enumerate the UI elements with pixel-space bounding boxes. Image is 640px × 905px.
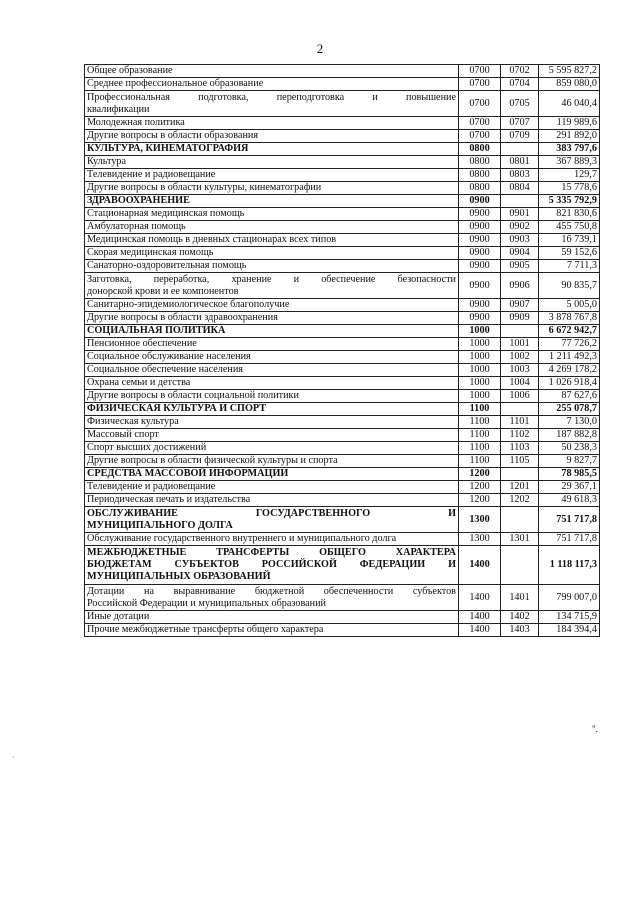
table-row — [85, 546, 600, 585]
row-name-cell — [85, 481, 459, 494]
budget-table — [84, 64, 600, 637]
row-amount: 291 892,0 — [539, 130, 600, 143]
row-section-code: 0800 — [459, 182, 501, 195]
row-amount: 5 005,0 — [539, 299, 600, 312]
table-row — [85, 247, 600, 260]
table-row — [85, 78, 600, 91]
row-section-code: 1000 — [459, 351, 501, 364]
table-row — [85, 390, 600, 403]
row-name-cell — [85, 338, 459, 351]
row-amount: 7 130,0 — [539, 416, 600, 429]
row-subsection-code: 0902 — [501, 221, 539, 234]
row-name-line: Периодическая печать и издательства — [87, 494, 251, 505]
row-name-cell — [85, 143, 459, 156]
row-name-cell — [85, 455, 459, 468]
row-name-cell — [85, 208, 459, 221]
table-row — [85, 429, 600, 442]
row-section-code: 1200 — [459, 468, 501, 481]
row-name-cell — [85, 91, 459, 117]
table-row — [85, 195, 600, 208]
row-section-code: 1000 — [459, 364, 501, 377]
table-row — [85, 143, 600, 156]
row-subsection-code: 1003 — [501, 364, 539, 377]
table-row — [85, 611, 600, 624]
row-subsection-code: 0909 — [501, 312, 539, 325]
row-name-cell — [85, 624, 459, 637]
row-name-cell — [85, 195, 459, 208]
row-name-line: МЕЖБЮДЖЕТНЫЕ ТРАНСФЕРТЫ ОБЩЕГО ХАРАКТЕРА — [87, 547, 456, 558]
row-section-code: 0900 — [459, 195, 501, 208]
row-amount: 751 717,8 — [539, 507, 600, 533]
row-name-line: Другие вопросы в области здравоохранения — [87, 312, 278, 323]
row-amount: 367 889,3 — [539, 156, 600, 169]
row-section-code: 1000 — [459, 325, 501, 338]
row-subsection-code — [501, 468, 539, 481]
row-name-line: МУНИЦИПАЛЬНЫХ ОБРАЗОВАНИЙ — [87, 571, 271, 582]
row-section-code: 1300 — [459, 507, 501, 533]
row-name-cell — [85, 403, 459, 416]
row-section-code: 0900 — [459, 312, 501, 325]
row-name-cell — [85, 273, 459, 299]
table-row — [85, 624, 600, 637]
table-row — [85, 364, 600, 377]
table-row — [85, 221, 600, 234]
row-name-cell — [85, 533, 459, 546]
row-name-line: Российской Федерации и муниципальных образований — [87, 597, 326, 609]
row-name-cell — [85, 312, 459, 325]
row-name-line: Физическая культура — [87, 416, 179, 427]
table-row — [85, 442, 600, 455]
row-name-line: Обслуживание государственного внутреннего и муниципального долга — [87, 533, 397, 544]
row-name-cell — [85, 442, 459, 455]
row-subsection-code — [501, 195, 539, 208]
table-row — [85, 130, 600, 143]
row-amount: 383 797,6 — [539, 143, 600, 156]
row-name-line: Культура — [87, 156, 127, 167]
table-row — [85, 377, 600, 390]
row-name-line: Дотации на выравнивание бюджетной обеспеченности субъектов — [87, 585, 456, 597]
row-subsection-code: 1001 — [501, 338, 539, 351]
row-section-code: 1400 — [459, 611, 501, 624]
row-amount: 29 367,1 — [539, 481, 600, 494]
row-name-line: Социальное обслуживание населения — [87, 351, 251, 362]
row-amount: 78 985,5 — [539, 468, 600, 481]
row-name-line: Санаторно-оздоровительная помощь — [87, 260, 247, 271]
row-subsection-code: 1102 — [501, 429, 539, 442]
row-name-line: квалификации — [87, 103, 150, 115]
row-name-cell — [85, 507, 459, 533]
row-name-line: Молодежная политика — [87, 117, 185, 128]
row-section-code: 0700 — [459, 130, 501, 143]
row-subsection-code: 0906 — [501, 273, 539, 299]
table-row — [85, 117, 600, 130]
row-subsection-code: 1402 — [501, 611, 539, 624]
row-name-cell — [85, 247, 459, 260]
table-row — [85, 585, 600, 611]
row-amount: 46 040,4 — [539, 91, 600, 117]
row-name-cell — [85, 429, 459, 442]
row-amount: 77 726,2 — [539, 338, 600, 351]
row-subsection-code: 1403 — [501, 624, 539, 637]
row-amount: 1 211 492,3 — [539, 351, 600, 364]
row-name-cell — [85, 234, 459, 247]
row-name-cell — [85, 169, 459, 182]
row-subsection-code: 1401 — [501, 585, 539, 611]
row-name-cell — [85, 65, 459, 78]
row-name-line: Телевидение и радиовещание — [87, 169, 216, 180]
table-row — [85, 468, 600, 481]
row-section-code: 0900 — [459, 234, 501, 247]
row-amount: 49 618,3 — [539, 494, 600, 507]
row-amount: 455 750,8 — [539, 221, 600, 234]
row-subsection-code: 1103 — [501, 442, 539, 455]
row-subsection-code — [501, 507, 539, 533]
row-name-line: Пенсионное обеспечение — [87, 338, 197, 349]
row-section-code: 1100 — [459, 442, 501, 455]
row-name-line: Другие вопросы в области физической культуры и спорта — [87, 455, 338, 466]
row-subsection-code: 1202 — [501, 494, 539, 507]
row-name-line: Амбулаторная помощь — [87, 221, 186, 232]
row-section-code: 1100 — [459, 455, 501, 468]
row-amount: 16 739,1 — [539, 234, 600, 247]
table-row — [85, 416, 600, 429]
row-subsection-code: 0702 — [501, 65, 539, 78]
row-name-cell — [85, 546, 459, 585]
row-name-line: Охрана семьи и детства — [87, 377, 191, 388]
row-name-cell — [85, 377, 459, 390]
row-name-line: Медицинская помощь в дневных стационарах всех типов — [87, 234, 337, 245]
row-name-line: Санитарно-эпидемиологическое благополучие — [87, 299, 290, 310]
row-subsection-code — [501, 143, 539, 156]
row-name-cell — [85, 364, 459, 377]
row-amount: 1 026 918,4 — [539, 377, 600, 390]
row-section-code: 1000 — [459, 338, 501, 351]
row-subsection-code: 0901 — [501, 208, 539, 221]
table-row — [85, 325, 600, 338]
row-section-code: 0900 — [459, 208, 501, 221]
table-row — [85, 169, 600, 182]
table-row — [85, 156, 600, 169]
row-section-code: 1300 — [459, 533, 501, 546]
row-amount: 255 078,7 — [539, 403, 600, 416]
row-section-code: 0800 — [459, 169, 501, 182]
row-name-line: ФИЗИЧЕСКАЯ КУЛЬТУРА И СПОРТ — [87, 403, 267, 414]
row-subsection-code: 0704 — [501, 78, 539, 91]
row-amount: 59 152,6 — [539, 247, 600, 260]
row-name-cell — [85, 78, 459, 91]
row-subsection-code: 1101 — [501, 416, 539, 429]
budget-table-body — [85, 65, 600, 637]
row-amount: 119 989,6 — [539, 117, 600, 130]
row-section-code: 0700 — [459, 117, 501, 130]
row-subsection-code — [501, 325, 539, 338]
row-name-cell — [85, 325, 459, 338]
row-section-code: 0700 — [459, 78, 501, 91]
row-subsection-code: 1006 — [501, 390, 539, 403]
row-amount: 187 882,8 — [539, 429, 600, 442]
row-name-line: Социальное обеспечение населения — [87, 364, 243, 375]
table-row — [85, 403, 600, 416]
table-row — [85, 208, 600, 221]
table-row — [85, 273, 600, 299]
row-section-code: 0700 — [459, 65, 501, 78]
closing-quote-mark: ". — [592, 724, 598, 734]
row-amount: 4 269 178,2 — [539, 364, 600, 377]
table-row — [85, 455, 600, 468]
row-subsection-code: 1105 — [501, 455, 539, 468]
row-section-code: 0800 — [459, 143, 501, 156]
row-section-code: 1100 — [459, 403, 501, 416]
row-name-line: ЗДРАВООХРАНЕНИЕ — [87, 195, 190, 206]
row-name-line: Среднее профессиональное образование — [87, 78, 264, 89]
row-section-code: 1400 — [459, 585, 501, 611]
row-name-line: МУНИЦИПАЛЬНОГО ДОЛГА — [87, 519, 233, 531]
row-subsection-code: 0803 — [501, 169, 539, 182]
row-name-line: Общее образование — [87, 65, 173, 76]
table-row — [85, 312, 600, 325]
row-name-cell — [85, 117, 459, 130]
table-row — [85, 299, 600, 312]
row-name-cell — [85, 585, 459, 611]
row-name-cell — [85, 611, 459, 624]
row-section-code: 1400 — [459, 546, 501, 585]
row-section-code: 1000 — [459, 377, 501, 390]
row-subsection-code: 1004 — [501, 377, 539, 390]
row-amount: 15 778,6 — [539, 182, 600, 195]
table-row — [85, 65, 600, 78]
row-subsection-code: 0804 — [501, 182, 539, 195]
row-name-cell — [85, 416, 459, 429]
row-name-line: СРЕДСТВА МАССОВОЙ ИНФОРМАЦИИ — [87, 468, 289, 479]
row-section-code: 0900 — [459, 221, 501, 234]
row-amount: 5 595 827,2 — [539, 65, 600, 78]
table-row — [85, 182, 600, 195]
row-section-code: 0900 — [459, 299, 501, 312]
row-amount: 184 394,4 — [539, 624, 600, 637]
row-subsection-code: 0709 — [501, 130, 539, 143]
page-number: 2 — [316, 41, 324, 56]
row-amount: 821 830,6 — [539, 208, 600, 221]
row-name-cell — [85, 156, 459, 169]
row-name-line: Заготовка, переработка, хранение и обеспечение безопасности — [87, 273, 456, 285]
row-name-cell — [85, 494, 459, 507]
row-amount: 50 238,3 — [539, 442, 600, 455]
row-name-line: СОЦИАЛЬНАЯ ПОЛИТИКА — [87, 325, 226, 336]
row-name-line: Другие вопросы в области образования — [87, 130, 259, 141]
row-name-cell — [85, 260, 459, 273]
margin-mark: · — [12, 753, 15, 762]
row-name-cell — [85, 221, 459, 234]
row-name-line: Профессиональная подготовка, переподготовка и повышение — [87, 91, 456, 103]
row-subsection-code: 1002 — [501, 351, 539, 364]
row-name-line: Другие вопросы в области культуры, кинематографии — [87, 182, 322, 193]
row-section-code: 1000 — [459, 390, 501, 403]
row-name-line: Стационарная медицинская помощь — [87, 208, 245, 219]
row-subsection-code: 1301 — [501, 533, 539, 546]
row-amount: 129,7 — [539, 169, 600, 182]
row-subsection-code — [501, 546, 539, 585]
table-row — [85, 338, 600, 351]
row-name-cell — [85, 130, 459, 143]
row-name-line: Иные дотации — [87, 611, 150, 622]
row-subsection-code — [501, 403, 539, 416]
row-amount: 799 007,0 — [539, 585, 600, 611]
row-name-line: Другие вопросы в области социальной политики — [87, 390, 299, 401]
row-subsection-code: 0907 — [501, 299, 539, 312]
row-amount: 9 827,7 — [539, 455, 600, 468]
row-subsection-code: 1201 — [501, 481, 539, 494]
table-row — [85, 260, 600, 273]
table-row — [85, 351, 600, 364]
row-section-code: 0900 — [459, 260, 501, 273]
row-amount: 751 717,8 — [539, 533, 600, 546]
row-name-line: донорской крови и ее компонентов — [87, 285, 239, 297]
row-name-line: Телевидение и радиовещание — [87, 481, 216, 492]
row-amount: 859 080,0 — [539, 78, 600, 91]
row-name-line: КУЛЬТУРА, КИНЕМАТОГРАФИЯ — [87, 143, 249, 154]
row-subsection-code: 0801 — [501, 156, 539, 169]
row-name-cell — [85, 182, 459, 195]
row-name-line: ОБСЛУЖИВАНИЕ ГОСУДАРСТВЕННОГО И — [87, 507, 456, 519]
row-section-code: 1200 — [459, 494, 501, 507]
row-name-line: Прочие межбюджетные трансферты общего характера — [87, 624, 324, 635]
table-row — [85, 494, 600, 507]
row-subsection-code: 0707 — [501, 117, 539, 130]
row-subsection-code: 0705 — [501, 91, 539, 117]
row-amount: 5 335 792,9 — [539, 195, 600, 208]
table-row — [85, 481, 600, 494]
row-amount: 3 878 767,8 — [539, 312, 600, 325]
row-name-line: Массовый спорт — [87, 429, 159, 440]
row-name-line: Спорт высших достижений — [87, 442, 207, 453]
row-amount: 7 711,3 — [539, 260, 600, 273]
table-row — [85, 91, 600, 117]
row-name-cell — [85, 351, 459, 364]
table-row — [85, 533, 600, 546]
row-amount: 90 835,7 — [539, 273, 600, 299]
row-name-line: Скорая медицинская помощь — [87, 247, 214, 258]
row-section-code: 1200 — [459, 481, 501, 494]
row-section-code: 1100 — [459, 416, 501, 429]
row-section-code: 1100 — [459, 429, 501, 442]
row-name-cell — [85, 299, 459, 312]
row-amount: 87 627,6 — [539, 390, 600, 403]
row-amount: 6 672 942,7 — [539, 325, 600, 338]
table-row — [85, 234, 600, 247]
row-amount: 1 118 117,3 — [539, 546, 600, 585]
row-section-code: 0900 — [459, 247, 501, 260]
row-name-cell — [85, 468, 459, 481]
row-section-code: 0900 — [459, 273, 501, 299]
row-section-code: 0700 — [459, 91, 501, 117]
row-section-code: 1400 — [459, 624, 501, 637]
row-subsection-code: 0904 — [501, 247, 539, 260]
row-amount: 134 715,9 — [539, 611, 600, 624]
row-section-code: 0800 — [459, 156, 501, 169]
row-name-cell — [85, 390, 459, 403]
table-row — [85, 507, 600, 533]
row-name-line: БЮДЖЕТАМ СУБЪЕКТОВ РОССИЙСКОЙ ФЕДЕРАЦИИ И — [87, 559, 456, 570]
row-subsection-code: 0905 — [501, 260, 539, 273]
row-subsection-code: 0903 — [501, 234, 539, 247]
